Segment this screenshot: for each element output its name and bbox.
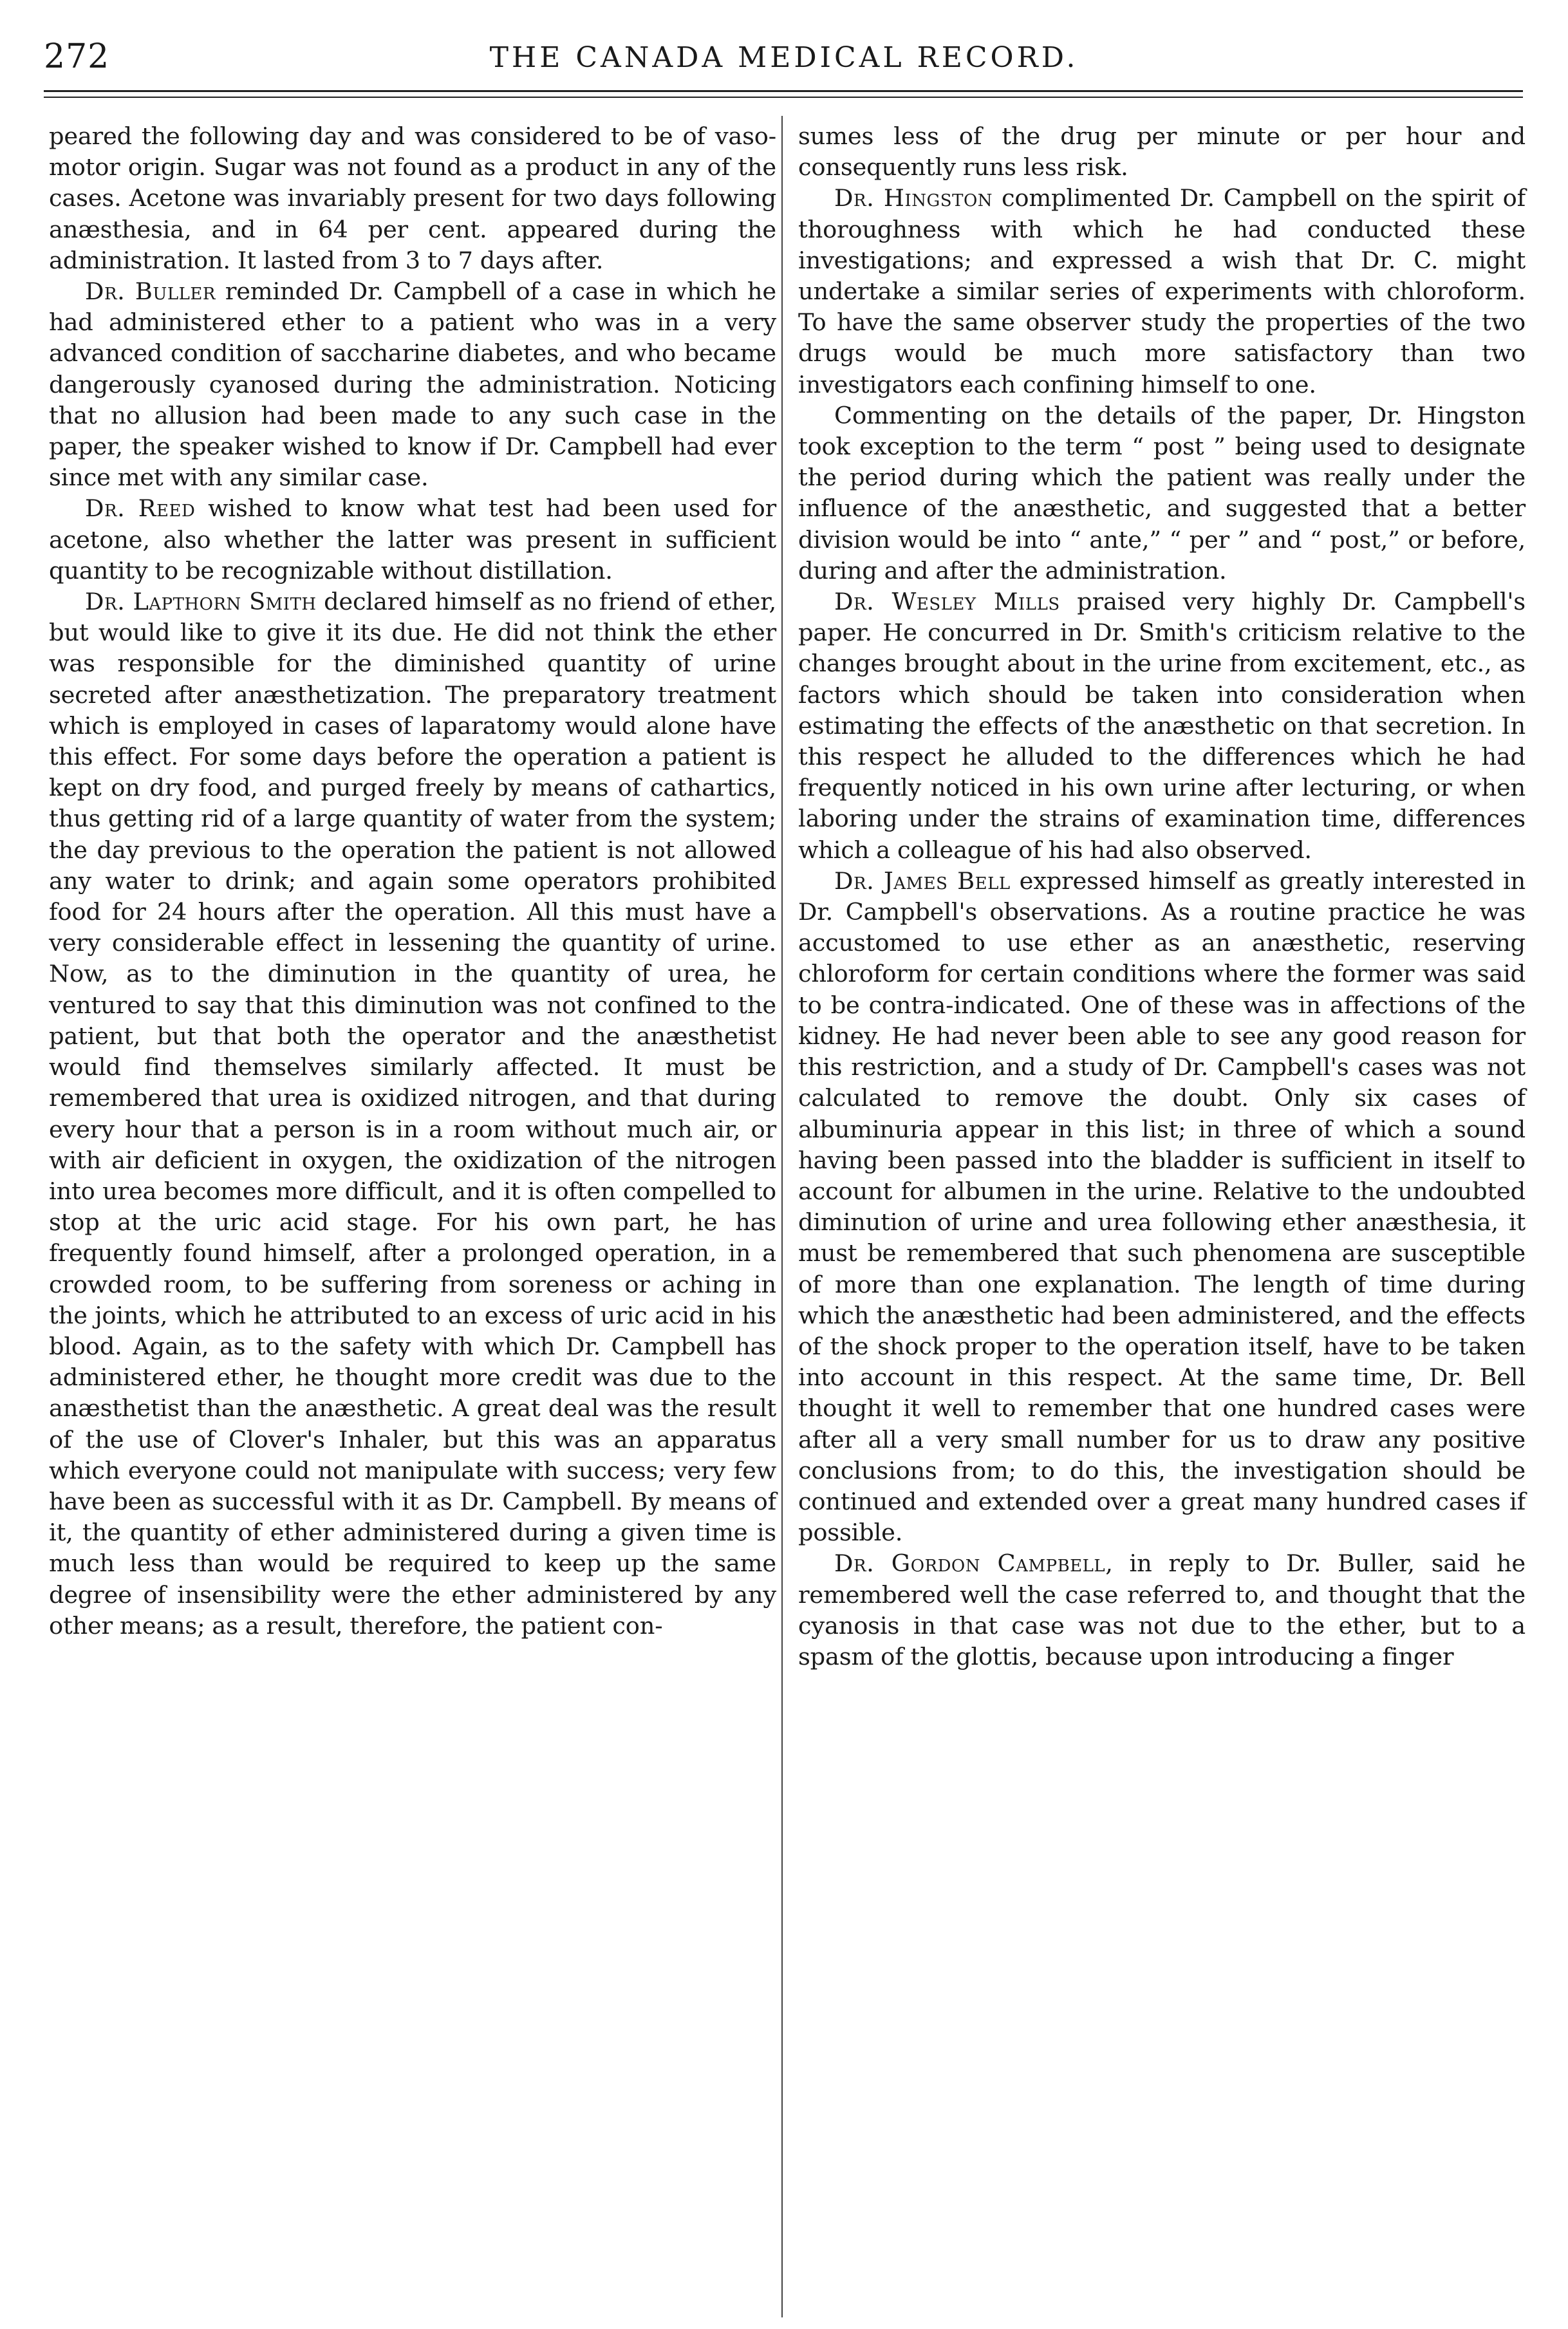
paragraph-text: , in reply to Dr. Buller, said he remembered well the case referred to, and thought that the cyanosis in that case was not due to the ether, but to a spasm of the glottis, because upon introducing a finger bbox=[798, 1549, 1526, 1670]
speaker-name: Dr. Buller bbox=[85, 277, 216, 306]
speaker-name: Dr. Hingston bbox=[834, 184, 993, 212]
paragraph bbox=[49, 276, 776, 493]
paragraph-text: expressed himself as greatly interested in Dr. Campbell's observations. As a routine practice he was accustomed to use ether as an anæsthetic, reserving chloroform for certain conditions where the former was said to be contra-indicated. One of these was in affections of the kidney. He had never been able to see any good reason for this restriction, and a study of Dr. Campbell's cases was not calculated to remove the doubt. Only six cases of albuminuria appear in this list; in three of which a sound having been passed into the bladder is sufficient in itself to account for albumen in the urine. Relative to the undoubted diminution of urine and urea following ether anæsthesia, it must be remembered that such phenomena are susceptible of more than one explanation. The length of time during which the anæsthetic had been administered, and the effects of the shock proper to the operation itself, have to be taken into account in this respect. At the same time, Dr. Bell thought it well to remember that one hundred cases were after all a very small number for us to draw any positive conclusions from; to do this, the investigation should be continued and extended over a great many hundred cases if possible. bbox=[798, 866, 1526, 1547]
speaker-name: Dr. James Bell bbox=[834, 866, 1011, 895]
paragraph-text: declared himself as no friend of ether, but would like to give it its due. He did not think the ether was responsible for the diminished quantity of urine secreted after anæsthetization. The preparatory treatment which is employed in cases of laparatomy would alone have this effect. For some days before the operation a patient is kept on dry food, and purged freely by means of cathartics, thus getting rid of a large quantity of water from the system; the day previous to the operation the patient is not allowed any water to drink; and again some operators prohibited food for 24 hours after the operation. All this must have a very considerable effect in lessening the quantity of urine. Now, as to the diminution in the quantity of urea, he ventured to say that this diminution was not confined to the patient, but that both the operator and the anæsthetist would find themselves similarly affected. It must be remembered that urea is oxidized nitrogen, and that during every hour that a person is in a room without much air, or with air deficient in oxygen, the oxidization of the nitrogen into urea becomes more difficult, and it is often compelled to stop at the uric acid stage. For his own part, he has frequently found himself, after a prolonged operation, in a crowded room, to be suffering from soreness or aching in the joints, which he attributed to an excess of uric acid in his blood. Again, as to the safety with which Dr. Campbell has administered ether, he thought more credit was due to the anæsthetist than the anæsthetic. A great deal was the result of the use of Clover's Inhaler, but this was an apparatus which everyone could not manipulate with success; very few have been as successful with it as Dr. Campbell. By means of it, the quantity of ether administered during a given time is much less than would be required to keep up the same degree of insensibility were the ether administered by any other means; as a result, therefore, the patient con- bbox=[49, 588, 776, 1640]
paragraph-text: praised very highly Dr. Campbell's paper. He concurred in Dr. Smith's criticism relative to the changes brought about in the urine from excitement, etc., as factors which should be taken into consideration when estimating the effects of the anæsthetic on that secretion. In this respect he alluded to the differences which he had frequently noticed in his own urine after lecturing, or when laboring under the strains of examination time, differences which a colleague of his had also observed. bbox=[798, 588, 1526, 864]
header-rule-thin bbox=[44, 97, 1523, 98]
paragraph bbox=[798, 400, 1526, 586]
paragraph-text: peared the following day and was considered to be of vaso-motor origin. Sugar was not found as a product in any of the cases. Acetone was invariably present for two days following anæsthesia, and in 64 per cent. appeared during the administration. It lasted from 3 to 7 days after. bbox=[49, 122, 776, 274]
speaker-name: Dr. Gordon Campbell bbox=[834, 1549, 1106, 1578]
paragraph bbox=[49, 121, 776, 276]
paragraph bbox=[798, 121, 1526, 183]
left-column bbox=[49, 121, 776, 1642]
paragraph-text: Commenting on the details of the paper, Dr. Hingston took exception to the term “ post ” being used to designate the period during which the patient was really under the influence of the anæsthetic, and suggested that a better division would be into “ ante,” “ per ” and “ post,” or before, during and after the administration. bbox=[798, 401, 1526, 585]
paragraph bbox=[798, 1548, 1526, 1672]
header-rule bbox=[44, 90, 1523, 92]
right-column bbox=[798, 121, 1526, 1672]
speaker-name: Dr. Reed bbox=[85, 494, 196, 523]
running-title: THE CANADA MEDICAL RECORD. bbox=[489, 41, 1079, 74]
paragraph bbox=[49, 493, 776, 586]
paragraph bbox=[798, 866, 1526, 1548]
column-divider bbox=[781, 116, 783, 2317]
speaker-name: Dr. Lapthorn Smith bbox=[85, 588, 317, 616]
paragraph bbox=[798, 586, 1526, 866]
paragraph-text: sumes less of the drug per minute or per hour and consequently runs less risk. bbox=[798, 122, 1526, 182]
paragraph bbox=[798, 183, 1526, 400]
paragraph-text: complimented Dr. Campbell on the spirit of thoroughness with which he had conducted these investigations; and expressed a wish that Dr. C. might undertake a similar series of experiments with chloroform. To have the same observer study the properties of the two drugs would be much more satisfactory than two investigators each confining himself to one. bbox=[798, 184, 1526, 398]
paragraph-text: reminded Dr. Campbell of a case in which he had administered ether to a patient who was in a very advanced condition of saccharine diabetes, and who became dangerously cyanosed during the administration. Noticing that no allusion had been made to any such case in the paper, the speaker wished to know if Dr. Campbell had ever since met with any similar case. bbox=[49, 277, 777, 492]
paragraph bbox=[49, 586, 776, 1642]
page-number: 272 bbox=[44, 37, 110, 76]
paragraph-text: wished to know what test had been used for acetone, also whether the latter was present in sufficient quantity to be recognizable without distillation. bbox=[49, 494, 776, 585]
speaker-name: Dr. Wesley Mills bbox=[834, 588, 1060, 616]
